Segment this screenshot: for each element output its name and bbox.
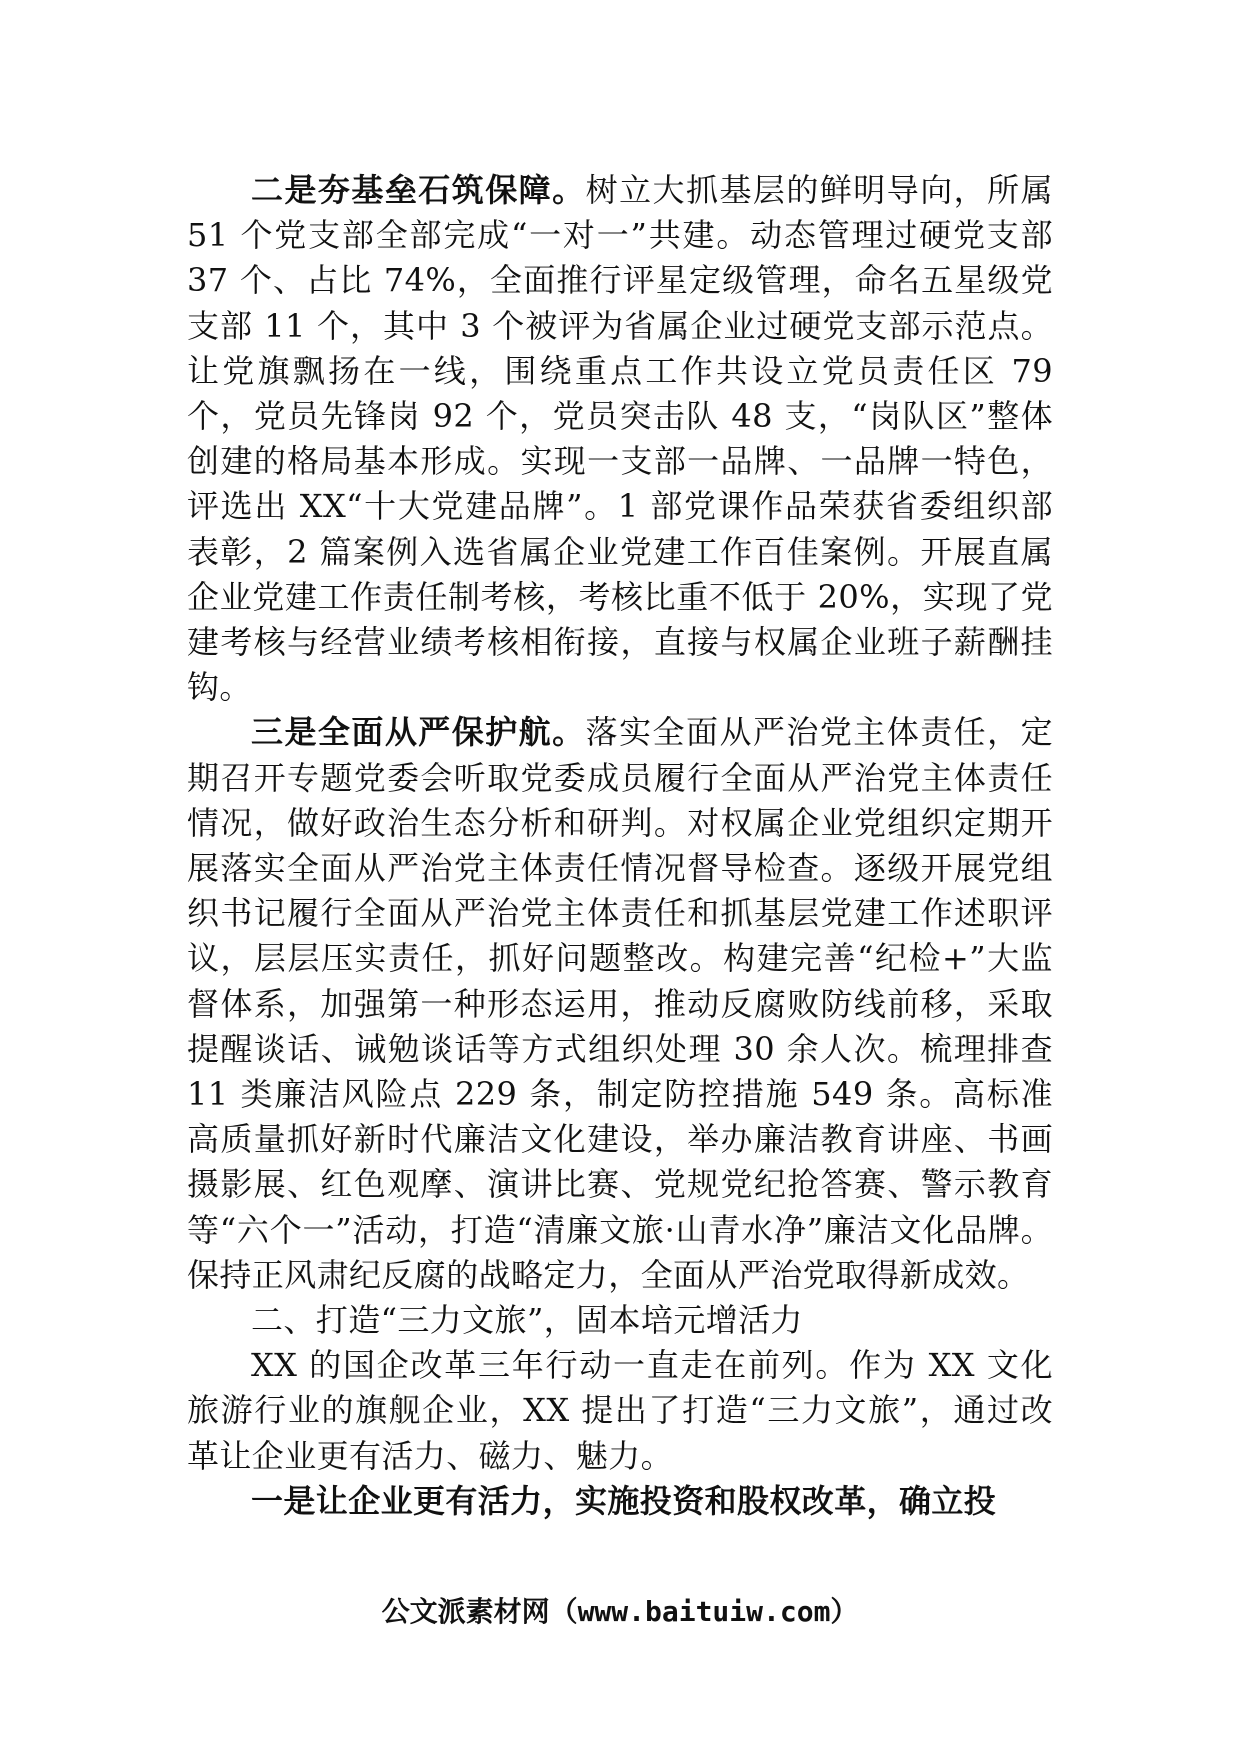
footer-text: 公文派素材网（www.baituiw.com） <box>381 1595 859 1628</box>
paragraph-text: 落实全面从严治党主体责任，定期召开专题党委会听取党委成员履行全面从严治党主体责任情况，做好政治生态分析和研判。对权属企业党组织定期开展落实全面从严治党主体责任情况督导检查。逐级开展党组织书记履行全面从严治党主体责任和抓基层党建工作述职评议，层层压实责任，抓好问题整改。构建完善“纪检+”大监督体系，加强第一种形态运用，推动反腐败防线前移，采取提醒谈话、诫勉谈话等方式组织处理 30 余人次。梳理排查 11 类廉洁风险点 229 条，制定防控措施 549 条。高标准高质量抓好新时代廉洁文化建设，举办廉洁教育讲座、书画摄影展、红色观摩、演讲比赛、党规党纪抢答赛、警示教育等“六个一”活动，打造“清廉文旅·山青水净”廉洁文化品牌。保持正风肃纪反腐的战略定力，全面从严治党取得新成效。 <box>187 713 1053 1294</box>
paragraph-reform-intro <box>187 1343 1053 1479</box>
paragraph-grassroots <box>187 168 1053 710</box>
section-heading-text: 二、打造“三力文旅”，固本培元增活力 <box>251 1301 803 1340</box>
paragraph-vitality <box>187 1479 1053 1524</box>
section-heading <box>187 1298 1053 1343</box>
footer-watermark <box>0 1592 1240 1632</box>
document-body <box>187 168 1053 1524</box>
paragraph-lead: 二是夯基垒石筑保障。 <box>251 171 586 209</box>
paragraph-text: 树立大抓基层的鲜明导向，所属 51 个党支部全部完成“一对一”共建。动态管理过硬党支部 37 个、占比 74%，全面推行评星定级管理，命名五星级党支部 11 个，其中 3 个被评为省属企业过硬党支部示范点。让党旗飘扬在一线，围绕重点工作共设立党员责任区 79 个，党员先锋岗 92 个，党员突击队 48 支，“岗队区”整体创建的格局基本形成。实现一支部一品牌、一品牌一特色，评选出 XX“十大党建品牌”。1 部党课作品荣获省委组织部表彰，2 篇案例入选省属企业党建工作百佳案例。开展直属企业党建工作责任制考核，考核比重不低于 20%，实现了党建考核与经营业绩考核相衔接，直接与权属企业班子薪酬挂钩。 <box>187 171 1053 707</box>
paragraph-bold-text: 一是让企业更有活力，实施投资和股权改革，确立投 <box>251 1481 997 1520</box>
paragraph-lead: 三是全面从严保护航。 <box>251 713 586 752</box>
paragraph-text: XX 的国企改革三年行动一直走在前列。作为 XX 文化旅游行业的旗舰企业，XX 提出了打造“三力文旅”，通过改革让企业更有活力、磁力、魅力。 <box>187 1346 1053 1475</box>
paragraph-strict-governance <box>187 710 1053 1298</box>
